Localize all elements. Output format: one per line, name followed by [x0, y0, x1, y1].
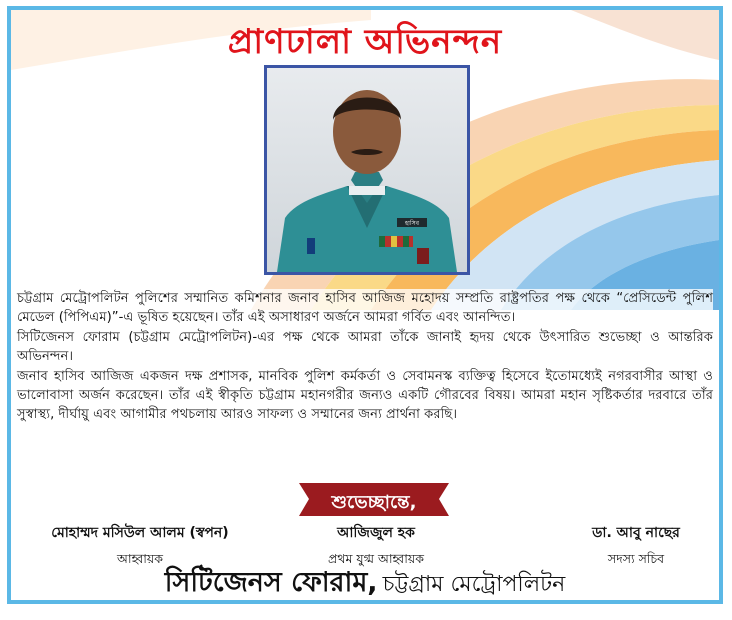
signatory-role: প্রথম যুগ্ম আহ্বায়ক — [328, 551, 424, 566]
body-paragraph-1: চট্টগ্রাম মেট্রোপলিটন পুলিশের সম্মানিত কমিশনার জনাব হাসিব আজিজ মহোদয় সম্প্রতি রাষ্ট্রপতির পক্ষ থেকে “প্রেসিডেন্ট পুলিশ মেডেল (পিপিএম)”-এ ভূষিত হয়েছেন। তাঁর এই অসাধারণ অর্জনে আমরা গর্বিত এবং আনন্দিত। — [17, 291, 713, 326]
footer-city: চট্টগ্রাম মেট্রোপলিটন — [382, 572, 566, 597]
signatory-name: মোহাম্মদ মসিউল আলম (স্বপন) — [51, 525, 229, 541]
signatory-name: ডা. আবু নাছের — [592, 525, 680, 541]
signatory-role: আহ্বায়ক — [117, 551, 163, 566]
greeting-ad — [7, 6, 723, 604]
signatory-role: সদস্য সচিব — [607, 551, 665, 566]
greeting-band — [299, 483, 449, 516]
footer-organization: সিটিজেনস ফোরাম, — [164, 567, 378, 598]
officer-portrait — [267, 68, 467, 272]
signatory-name: আজিজুল হক — [337, 525, 415, 541]
portrait-frame — [264, 65, 470, 275]
footer — [11, 562, 719, 604]
greeting-text: শুভেচ্ছান্তে, — [331, 492, 417, 513]
body-paragraph-3: জনাব হাসিব আজিজ একজন দক্ষ প্রশাসক, মানবিক পুলিশ কর্মকর্তা ও সেবামনস্ক ব্যক্তিত্ব হিসেবে ইতোমধ্যেই নগরবাসীর আস্থা ও ভালোবাসা অর্জন করেছেন। তাঁর এই স্বীকৃতি চট্টগ্রাম মহানগরীর জন্যও একটি গৌরবের বিষয়। আমরা মহান সৃষ্টিকর্তার দরবারে তাঁর সুস্বাস্থ্য, দীর্ঘায়ু এবং আগামীর পথচলায় আরও সাফল্য ও সম্মানের জন্য প্রার্থনা করছি। — [17, 368, 713, 423]
name-badge: হাসিব — [405, 220, 419, 227]
headline: প্রাণঢালা অভিনন্দন — [227, 22, 503, 62]
body-paragraph-2: সিটিজেনস ফোরাম (চট্টগ্রাম মেট্রোপলিটন)-এর পক্ষ থেকে আমরা তাঁকে জানাই হৃদয় থেকে উৎসারিত শুভেচ্ছা ও আন্তরিক অভিনন্দন। — [17, 329, 713, 365]
body-text — [17, 289, 713, 425]
